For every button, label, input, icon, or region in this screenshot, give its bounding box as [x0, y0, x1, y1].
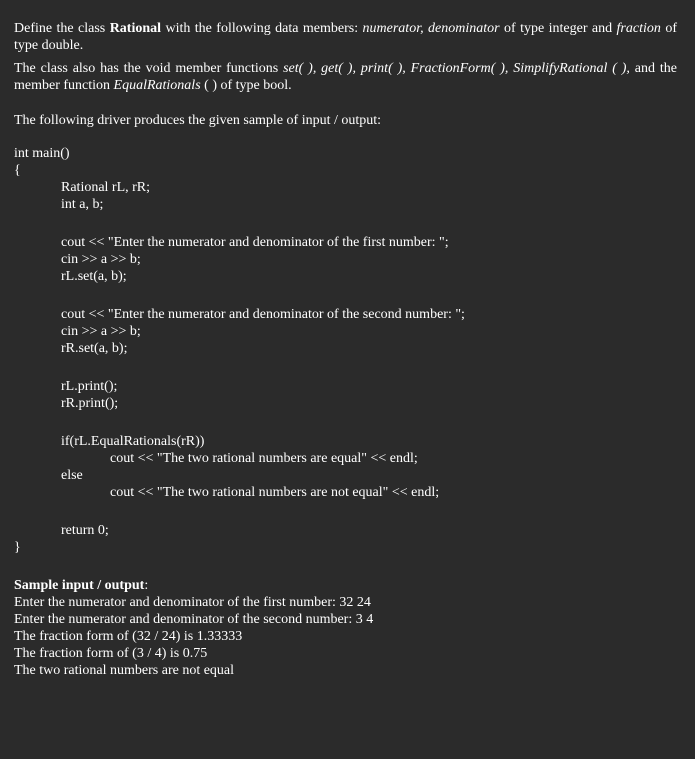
member-name-fraction: fraction [616, 21, 661, 36]
code-line: rL.print(); [61, 379, 118, 394]
intro-text: The class also has the void member functions [14, 61, 284, 76]
code-line: if(rL.EqualRationals(rR)) [61, 434, 205, 449]
intro-text: and the member function [14, 61, 677, 93]
code-line: return 0; [61, 523, 109, 538]
intro-paragraph-1 [14, 20, 677, 54]
function-names: set( ), get( ), print( ), FractionForm( ), SimplifyRational ( ), [283, 61, 630, 76]
intro-paragraph-2 [14, 60, 677, 94]
code-line: rL.set(a, b); [61, 269, 127, 284]
sample-line: The fraction form of (32 / 24) is 1.33333 [14, 629, 243, 644]
code-line: rR.set(a, b); [61, 341, 128, 356]
intro-text: ( ) of type bool. [200, 78, 292, 93]
code-line: cout << "Enter the numerator and denominator of the first number: "; [61, 235, 449, 250]
code-line: cout << "The two rational numbers are not equal" << endl; [110, 485, 440, 500]
function-name-equal: EqualRationals [113, 78, 201, 93]
sample-line: Enter the numerator and denominator of the first number: 32 24 [14, 595, 371, 610]
code-line: int main() [14, 146, 70, 161]
sample-line: Enter the numerator and denominator of the second number: 3 4 [14, 612, 374, 627]
intro-paragraph-3: The following driver produces the given sample of input / output: [14, 113, 382, 128]
member-names: numerator, denominator [362, 21, 500, 36]
document-body [14, 20, 677, 679]
code-line: else [61, 468, 83, 483]
code-line: cin >> a >> b; [61, 252, 141, 267]
code-line: cout << "Enter the numerator and denominator of the second number: "; [61, 307, 465, 322]
code-line: cout << "The two rational numbers are equal" << endl; [110, 451, 418, 466]
code-line: { [14, 163, 21, 178]
class-name: Rational [109, 21, 162, 36]
code-line: int a, b; [61, 197, 104, 212]
code-line: } [14, 540, 21, 555]
intro-text: of type double. [14, 21, 677, 53]
sample-io [14, 577, 677, 679]
intro-text: of type integer and [499, 21, 617, 36]
code-block [14, 145, 677, 556]
sample-line: The fraction form of (3 / 4) is 0.75 [14, 646, 208, 661]
intro-text: Define the class [14, 21, 110, 36]
sample-title: Sample input / output [14, 578, 145, 593]
sample-colon: : [144, 578, 149, 593]
code-line: rR.print(); [61, 396, 119, 411]
code-line: cin >> a >> b; [61, 324, 141, 339]
intro-text: with the following data members: [161, 21, 363, 36]
sample-line: The two rational numbers are not equal [14, 663, 235, 678]
code-line: Rational rL, rR; [61, 180, 151, 195]
sample-heading [14, 577, 677, 594]
